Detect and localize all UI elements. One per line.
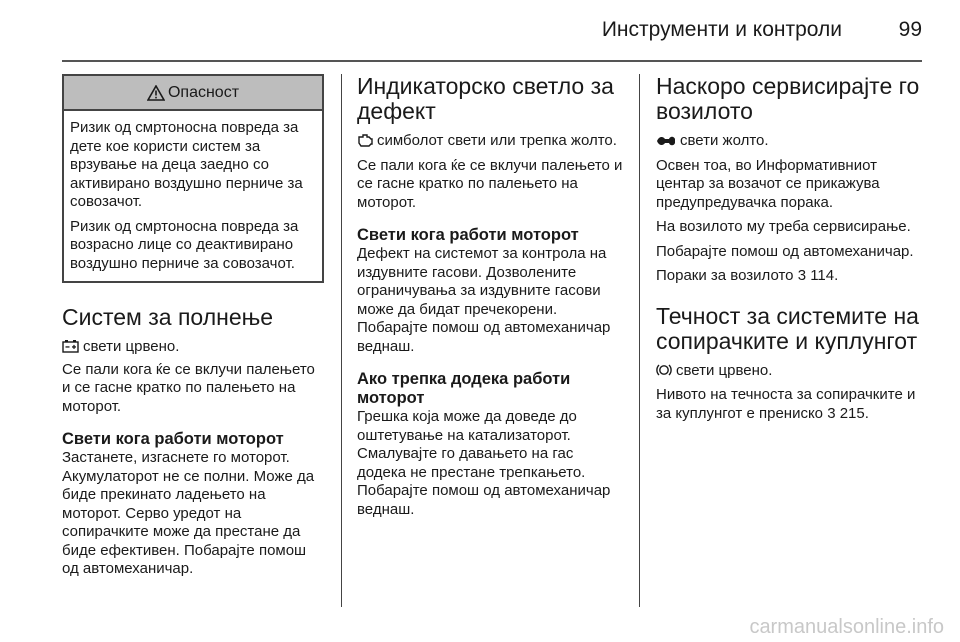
warning-paragraph-1: Ризик од смртоносна повреда за дете кое користи систем за врзување на деца заедно со активирано воздушно перниче за совозачот.: [70, 119, 303, 210]
malfunction-heading: Индикаторско светло за дефект: [357, 73, 614, 124]
warning-body: [64, 111, 322, 281]
engine-check-icon: [357, 134, 373, 147]
malfunction-text: Се пали кога ќе се вклучи палењето и се гасне кратко по палењето на моторот.: [357, 156, 623, 211]
ref-arrow-icon: 3: [797, 267, 807, 284]
brake-fluid-ref-page[interactable]: 215.: [839, 404, 869, 422]
warning-box: [62, 74, 324, 283]
service-heading: Наскоро сервисирајте го возилото: [656, 73, 920, 124]
service-ref-page[interactable]: 114.: [810, 267, 839, 284]
service-paragraph-3: Побарајте помош од автомеханичар.: [656, 242, 914, 260]
service-status-text: свети жолто.: [680, 132, 769, 149]
column-divider-1: [341, 74, 342, 607]
warning-title: Опасност: [167, 83, 240, 101]
page-number: 99: [898, 18, 922, 41]
column-divider-2: [639, 74, 640, 607]
battery-icon: [62, 340, 79, 353]
malfunction-sub2-heading: Ако трепка додека работи моторот: [357, 370, 571, 407]
malfunction-status: [357, 132, 623, 151]
column-2: [357, 66, 623, 519]
warning-triangle-icon: [147, 85, 165, 101]
malfunction-sub2-text: Грешка која може да доведе до оштетување на катализаторот. Смалувајте го давањето на гас додека не престане трепкањето. Побарајте помош од автомеханичар веднаш.: [357, 408, 611, 518]
malfunction-sub1-text: Дефект на системот за контрола на издувните гасови. Дозволените ограничувања за издувните гасови може да бидат пречекорени. Побарајте помош од автомеханичар веднаш.: [357, 245, 611, 355]
charging-status: [62, 338, 324, 357]
charging-subheading: Свети кога работи моторот: [62, 430, 284, 448]
charging-text: Се пали кога ќе се вклучи палењето и се гасне кратко по палењето на моторот.: [62, 360, 315, 415]
charging-system-heading: Систем за полнење: [62, 304, 274, 330]
column-3: [656, 66, 922, 423]
brake-fluid-text: [656, 386, 922, 423]
malfunction-sub1-heading: Свети кога работи моторот: [357, 226, 579, 244]
service-paragraph-1: Освен тоа, во Информативниот центар за возачот се прикажува предупредувачка порака.: [656, 156, 880, 211]
page-header-title: Инструменти и контроли: [601, 18, 842, 41]
column-1: [62, 66, 324, 579]
page-header: [0, 0, 960, 62]
warning-paragraph-2: Ризик од смртоносна повреда за возрасно лице со деактивирано воздушно перниче за совозачот.: [70, 217, 299, 272]
service-wrench-icon: [656, 135, 676, 147]
service-ref-prefix: Пораки за возилото: [656, 267, 794, 284]
charging-subtext: Застанете, изгаснете го моторот. Акумулаторот не се полни. Може да биде прекинато ладењето на моторот. Серво уредот на сопирачките може да престане да биде ефективен. Побарајте помош од автомеханичар.: [62, 449, 315, 577]
header-rule: [62, 60, 922, 62]
brake-fluid-status: [656, 362, 922, 381]
service-status: [656, 132, 922, 151]
brake-fluid-heading: Течност за системите на сопирачките и куплунгот: [656, 302, 919, 354]
warning-header: [64, 76, 322, 111]
ref-arrow-icon: 3: [827, 404, 836, 422]
charging-status-text: свети црвено.: [83, 338, 180, 355]
malfunction-status-text: симболот свети или трепка жолто.: [377, 132, 617, 149]
brake-fluid-ref-prefix: Нивото на течноста за сопирачките и за куплунгот е прениско: [656, 386, 916, 422]
service-paragraph-2: На возилото му треба сервисирање.: [656, 218, 911, 235]
brake-fluid-status-text: свети црвено.: [676, 361, 773, 379]
service-paragraph-4: [656, 267, 922, 286]
brake-fluid-icon: [656, 363, 672, 377]
watermark: carmanualsonline.info: [749, 616, 944, 638]
